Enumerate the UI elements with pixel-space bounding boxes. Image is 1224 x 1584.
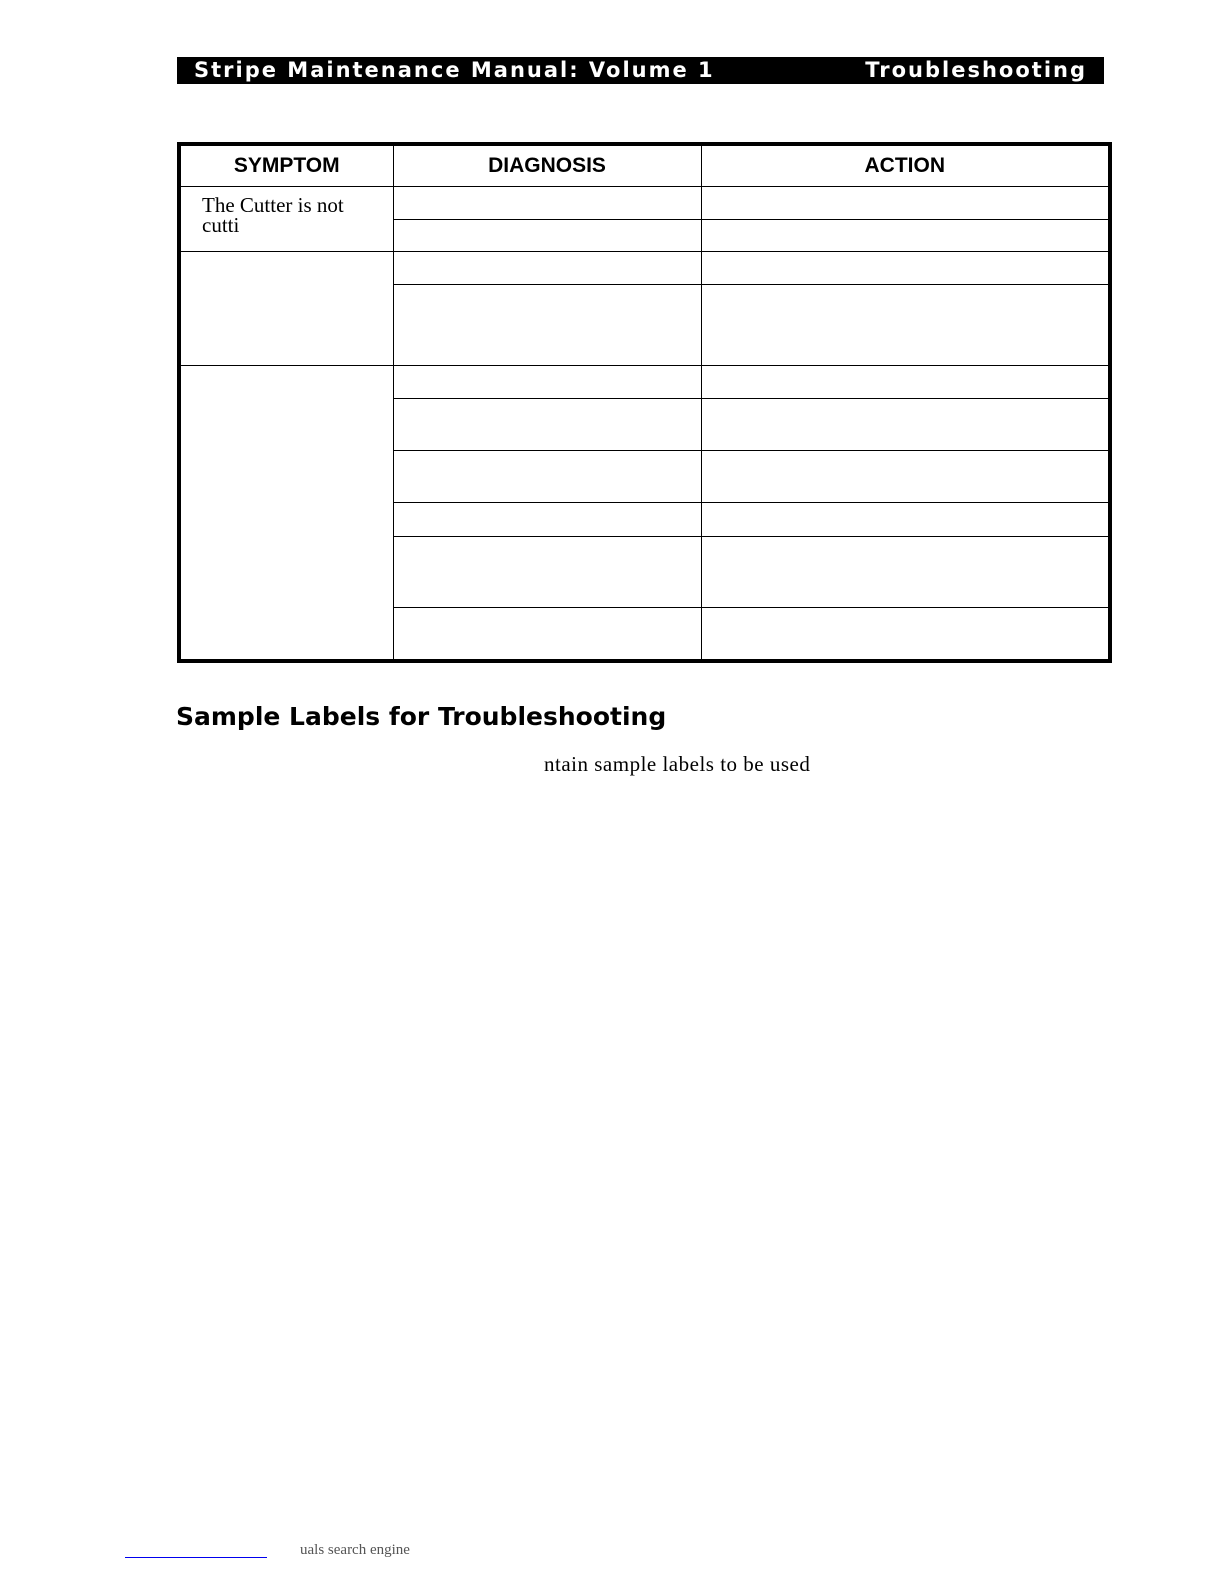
section-body-text: ntain sample labels to be used	[544, 752, 811, 776]
action-cell	[701, 451, 1110, 503]
action-cell	[701, 220, 1110, 252]
action-cell	[701, 285, 1110, 366]
diagnosis-cell	[393, 366, 701, 399]
action-cell	[701, 187, 1110, 220]
diagnosis-cell	[393, 252, 701, 285]
diagnosis-cell	[393, 503, 701, 537]
action-cell	[701, 399, 1110, 451]
diagnosis-cell	[393, 608, 701, 661]
action-cell	[701, 608, 1110, 661]
column-header-action: ACTION	[701, 144, 1110, 187]
troubleshooting-table	[177, 142, 1112, 663]
table-row	[179, 187, 1110, 220]
symptom-cell	[179, 366, 393, 661]
action-cell	[701, 366, 1110, 399]
section-label: Troubleshooting	[865, 58, 1087, 82]
action-cell	[701, 503, 1110, 537]
diagnosis-cell	[393, 220, 701, 252]
page-header	[177, 57, 1104, 84]
column-header-diagnosis: DIAGNOSIS	[393, 144, 701, 187]
column-header-symptom: SYMPTOM	[179, 144, 393, 187]
action-cell	[701, 537, 1110, 608]
symptom-cell	[179, 187, 393, 252]
diagnosis-cell	[393, 187, 701, 220]
action-cell	[701, 252, 1110, 285]
symptom-text: The Cutter is not cutti	[202, 193, 344, 237]
table-row	[179, 366, 1110, 399]
section-title: Sample Labels for Troubleshooting	[176, 702, 667, 731]
diagnosis-cell	[393, 399, 701, 451]
diagnosis-cell	[393, 451, 701, 503]
footer-text: uals search engine	[300, 1542, 410, 1558]
manual-title: Stripe Maintenance Manual: Volume 1	[194, 58, 715, 82]
diagnosis-cell	[393, 285, 701, 366]
table-header-row	[179, 144, 1110, 187]
symptom-cell	[179, 252, 393, 366]
table-row	[179, 252, 1110, 285]
footer-link[interactable]	[125, 1557, 267, 1558]
diagnosis-cell	[393, 537, 701, 608]
